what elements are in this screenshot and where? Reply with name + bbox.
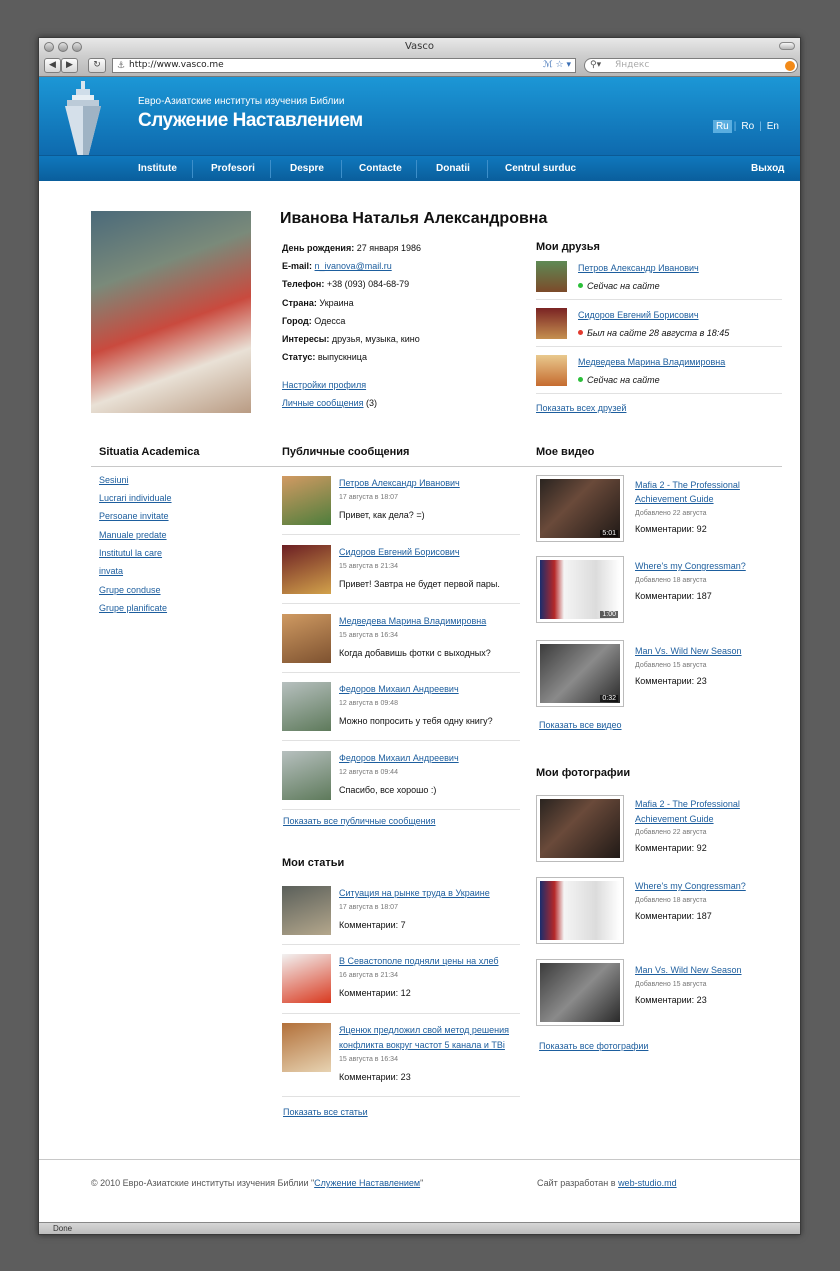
message-text: Привет, как дела? =) bbox=[339, 510, 425, 520]
show-all-messages-link[interactable]: Показать все публичные сообщения bbox=[283, 816, 436, 826]
show-all-videos-link[interactable]: Показать все видео bbox=[539, 720, 622, 730]
friend-status: Сейчас на сайте bbox=[578, 375, 660, 385]
message-text: Можно попросить у тебя одну книгу? bbox=[339, 716, 493, 726]
site-footer bbox=[39, 1159, 800, 1214]
message-avatar[interactable] bbox=[282, 545, 331, 594]
friend-avatar[interactable] bbox=[536, 355, 567, 386]
search-field[interactable] bbox=[584, 58, 798, 73]
message-avatar[interactable] bbox=[282, 614, 331, 663]
reload-button[interactable]: ↻ bbox=[88, 58, 106, 73]
photo-comments: Комментарии: 187 bbox=[635, 911, 712, 921]
site-header bbox=[39, 77, 800, 155]
footer-org-link[interactable]: Служение Наставлением bbox=[314, 1178, 421, 1188]
academic-link-grupe-planificate[interactable]: Grupe planificate bbox=[99, 603, 168, 613]
title-bar bbox=[39, 38, 800, 55]
nav-item-despre[interactable]: Despre bbox=[290, 163, 324, 174]
page-content bbox=[39, 181, 800, 1154]
dropdown-arrow-icon[interactable]: ▾ bbox=[566, 60, 571, 70]
article-date: 16 августа в 21:34 bbox=[339, 972, 398, 979]
site-icon: ⚓ bbox=[117, 61, 126, 71]
article-comments: Комментарии: 7 bbox=[339, 920, 406, 930]
photos-title: Мои фотографии bbox=[536, 767, 631, 779]
profile-settings-link[interactable]: Настройки профиля bbox=[282, 380, 367, 390]
footer-copyright: © 2010 Евро-Азиатские институты изучения Библии "Служение Наставлением" bbox=[91, 1178, 424, 1188]
main-nav bbox=[39, 155, 800, 181]
show-all-articles-link[interactable]: Показать все статьи bbox=[283, 1107, 368, 1117]
academic-link-persoane[interactable]: Persoane invitate bbox=[99, 511, 169, 521]
photo-title-link-line2[interactable]: Achievement Guide bbox=[635, 814, 714, 824]
field-phone: Телефон: +38 (093) 084-68-79 bbox=[282, 279, 410, 289]
logout-link[interactable]: Выход bbox=[751, 163, 785, 174]
video-duration: 5:01 bbox=[602, 530, 616, 537]
article-date: 17 августа в 18:07 bbox=[339, 904, 398, 911]
photo-title-link[interactable]: Mafia 2 - The Professional bbox=[635, 799, 740, 809]
message-author-link[interactable]: Федоров Михаил Андреевич bbox=[339, 753, 459, 763]
profile-name: Иванова Наталья Александровна bbox=[280, 210, 548, 227]
photo-added: Добавлено 18 августа bbox=[635, 897, 707, 904]
photo-thumbnail[interactable] bbox=[536, 959, 624, 1026]
video-thumbnail[interactable] bbox=[536, 556, 624, 623]
nav-item-institute[interactable]: Institute bbox=[138, 163, 177, 174]
search-placeholder: Яндекс bbox=[615, 60, 650, 70]
message-date: 17 августа в 18:07 bbox=[339, 494, 398, 501]
friends-title: Мои друзья bbox=[536, 241, 600, 253]
photo-thumbnail[interactable] bbox=[536, 795, 624, 862]
online-dot-icon bbox=[578, 377, 583, 382]
message-date: 12 августа в 09:48 bbox=[339, 700, 398, 707]
forward-button[interactable]: ▶ bbox=[61, 58, 78, 73]
search-icon: ⚲▾ bbox=[590, 60, 602, 70]
field-email: E-mail: n_ivanova@mail.ru bbox=[282, 261, 392, 271]
field-birthday: День рождения: 27 января 1986 bbox=[282, 243, 422, 253]
academic-link-institutul[interactable]: Institutul la care bbox=[99, 548, 163, 558]
photo-title-link[interactable]: Man Vs. Wild New Season bbox=[635, 965, 742, 975]
field-status: Статус: выпускница bbox=[282, 352, 367, 362]
messages-row bbox=[282, 398, 377, 408]
article-comments: Комментарии: 23 bbox=[339, 1072, 411, 1082]
field-interests: Интересы: друзья, музыка, кино bbox=[282, 334, 420, 344]
article-thumbnail[interactable] bbox=[282, 886, 331, 935]
zoom-window-button[interactable] bbox=[72, 42, 82, 52]
message-avatar[interactable] bbox=[282, 751, 331, 800]
message-date: 15 августа в 16:34 bbox=[339, 632, 398, 639]
message-text: Привет! Завтра не будет первой пары. bbox=[339, 579, 500, 589]
back-button[interactable]: ◀ bbox=[44, 58, 61, 73]
message-author-link[interactable]: Петров Александр Иванович bbox=[339, 478, 460, 488]
site-tagline: Евро-Азиатские институты изучения Библии bbox=[138, 96, 345, 107]
browser-window bbox=[38, 37, 801, 1235]
message-avatar[interactable] bbox=[282, 682, 331, 731]
video-title-link-line2[interactable]: Achievement Guide bbox=[635, 494, 714, 504]
browser-toolbar bbox=[39, 55, 800, 77]
public-messages-title: Публичные сообщения bbox=[282, 446, 410, 458]
friend-name-link[interactable]: Медведева Марина Владимировна bbox=[578, 357, 726, 367]
video-duration: 0:32 bbox=[602, 695, 616, 702]
article-thumbnail[interactable] bbox=[282, 1023, 331, 1072]
online-dot-icon bbox=[578, 283, 583, 288]
friend-avatar[interactable] bbox=[536, 261, 567, 292]
site-name[interactable]: Служение Наставлением bbox=[138, 110, 363, 131]
message-avatar[interactable] bbox=[282, 476, 331, 525]
settings-row bbox=[282, 380, 366, 390]
photo-thumbnail[interactable] bbox=[536, 877, 624, 944]
academic-link-manuale[interactable]: Manuale predate bbox=[99, 530, 167, 540]
field-country: Страна: Украина bbox=[282, 298, 354, 308]
academic-link-grupe-conduse[interactable]: Grupe conduse bbox=[99, 585, 161, 595]
nav-item-donatii[interactable]: Donatii bbox=[436, 163, 470, 174]
window-title: Vasco bbox=[404, 41, 435, 52]
minimize-window-button[interactable] bbox=[58, 42, 68, 52]
lang-ro[interactable]: Ro bbox=[741, 121, 755, 132]
video-duration: 1:00 bbox=[602, 611, 616, 618]
video-comments: Комментарии: 23 bbox=[635, 676, 707, 686]
message-date: 12 августа в 09:44 bbox=[339, 769, 398, 776]
friend-name-link[interactable]: Сидоров Евгений Борисович bbox=[578, 310, 699, 320]
friend-status: Был на сайте 28 августа в 18:45 bbox=[578, 328, 729, 338]
article-title-link[interactable]: В Севастополе подняли цены на хлеб bbox=[339, 956, 499, 966]
video-added: Добавлено 18 августа bbox=[635, 577, 707, 584]
message-date: 15 августа в 21:34 bbox=[339, 563, 398, 570]
language-switcher: Ru | Ro | En bbox=[713, 120, 782, 133]
search-go-icon[interactable] bbox=[785, 61, 795, 71]
video-title-link[interactable]: Where's my Congressman? bbox=[635, 561, 746, 571]
offline-dot-icon bbox=[578, 330, 583, 335]
field-city: Город: Одесса bbox=[282, 316, 346, 326]
article-date: 15 августа в 16:34 bbox=[339, 1056, 398, 1063]
friend-status: Сейчас на сайте bbox=[578, 281, 660, 291]
profile-photo bbox=[91, 211, 251, 413]
video-title-link[interactable]: Mafia 2 - The Professional bbox=[635, 480, 740, 490]
footer-developer: Сайт разработан в web-studio.md bbox=[537, 1178, 677, 1188]
academic-link-invata[interactable]: invata bbox=[99, 566, 124, 576]
status-bar: Done bbox=[39, 1222, 800, 1234]
video-title-link[interactable]: Man Vs. Wild New Season bbox=[635, 646, 742, 656]
academic-title: Situatia Academica bbox=[99, 446, 200, 458]
video-comments: Комментарии: 187 bbox=[635, 591, 712, 601]
videos-title: Мое видео bbox=[536, 446, 595, 458]
email-link[interactable]: n_ivanova@mail.ru bbox=[314, 261, 392, 271]
video-thumbnail[interactable] bbox=[536, 475, 624, 542]
close-window-button[interactable] bbox=[44, 42, 54, 52]
articles-title: Мои статьи bbox=[282, 857, 345, 869]
friend-avatar[interactable] bbox=[536, 308, 567, 339]
message-author-link[interactable]: Сидоров Евгений Борисович bbox=[339, 547, 460, 557]
photo-comments: Комментарии: 23 bbox=[635, 995, 707, 1005]
message-text: Когда добавишь фотки с выходных? bbox=[339, 648, 491, 658]
video-added: Добавлено 22 августа bbox=[635, 510, 707, 517]
nav-item-profesori[interactable]: Profesori bbox=[211, 163, 255, 174]
academic-link-lucrari[interactable]: Lucrari individuale bbox=[99, 493, 172, 503]
academic-link-sesiuni[interactable]: Sesiuni bbox=[99, 475, 129, 485]
nav-item-centrul-surduc[interactable]: Centrul surduc bbox=[505, 163, 577, 174]
article-title-link[interactable]: Яценюк предложил свой метод решения bbox=[339, 1025, 510, 1035]
article-title-link[interactable]: Ситуация на рынке труда в Украине bbox=[339, 888, 490, 898]
friend-name-link[interactable]: Петров Александр Иванович bbox=[578, 263, 699, 273]
nav-item-contacte[interactable]: Contacte bbox=[359, 163, 402, 174]
article-thumbnail[interactable] bbox=[282, 954, 331, 1003]
address-bar[interactable] bbox=[112, 58, 576, 73]
message-text: Спасибо, все хорошо :) bbox=[339, 785, 437, 795]
photo-title-link[interactable]: Where's my Congressman? bbox=[635, 881, 746, 891]
photo-comments: Комментарии: 92 bbox=[635, 843, 707, 853]
photo-added: Добавлено 15 августа bbox=[635, 981, 707, 988]
lang-ru[interactable]: Ru bbox=[713, 120, 732, 133]
article-title-link-line2[interactable]: конфликта вокруг частот 5 канала и ТВі bbox=[339, 1040, 505, 1050]
video-thumbnail[interactable] bbox=[536, 640, 624, 707]
footer-dev-link[interactable]: web-studio.md bbox=[618, 1178, 677, 1188]
message-author-link[interactable]: Федоров Михаил Андреевич bbox=[339, 684, 459, 694]
bookmark-star-icon[interactable]: ☆ bbox=[555, 60, 564, 70]
show-all-friends-link[interactable]: Показать всех друзей bbox=[536, 403, 627, 413]
url-text: http://www.vasco.me bbox=[129, 60, 224, 70]
messages-count: (3) bbox=[366, 398, 378, 408]
message-author-link[interactable]: Медведева Марина Владимировна bbox=[339, 616, 487, 626]
private-messages-link[interactable]: Личные сообщения bbox=[282, 398, 364, 408]
show-all-photos-link[interactable]: Показать все фотографии bbox=[539, 1041, 649, 1051]
photo-added: Добавлено 22 августа bbox=[635, 829, 707, 836]
rss-icon[interactable]: ℳ bbox=[543, 60, 553, 70]
article-comments: Комментарии: 12 bbox=[339, 988, 411, 998]
lang-en[interactable]: En bbox=[766, 121, 779, 132]
video-added: Добавлено 15 августа bbox=[635, 662, 707, 669]
video-comments: Комментарии: 92 bbox=[635, 524, 707, 534]
toolbar-toggle-button[interactable] bbox=[779, 42, 795, 50]
